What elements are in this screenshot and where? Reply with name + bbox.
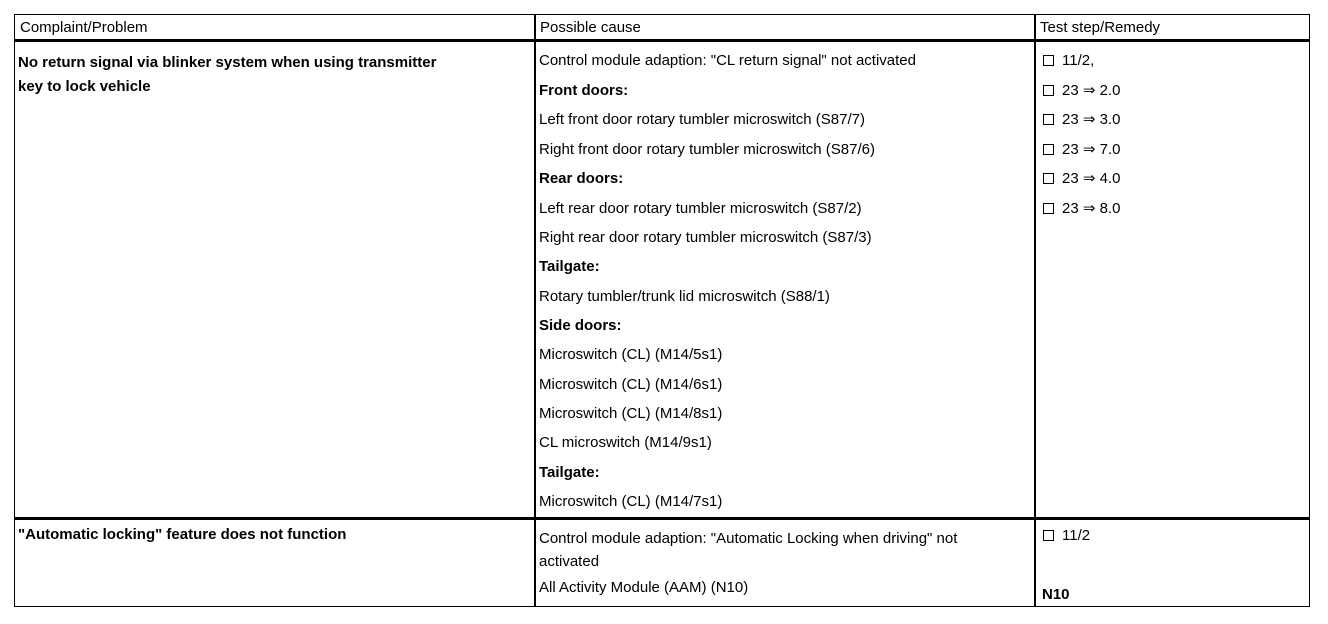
cause-item: Right front door rotary tumbler microswitch (S87/6) xyxy=(539,141,875,158)
cause-item: Microswitch (CL) (M14/7s1) xyxy=(539,493,723,510)
column-divider-2 xyxy=(1034,14,1036,607)
remedy-item xyxy=(1043,111,1120,128)
cause-item: Left rear door rotary tumbler microswitch (S87/2) xyxy=(539,200,862,217)
complaint-1: No return signal via blinker system when using transmitter key to lock vehicle xyxy=(18,54,437,95)
checkbox-icon xyxy=(1043,85,1054,96)
table-border-bottom xyxy=(14,606,1310,607)
cause-group-heading: Tailgate: xyxy=(539,464,600,481)
cause-group-heading: Side doors: xyxy=(539,317,622,334)
cause-group-heading: Tailgate: xyxy=(539,258,600,275)
causes-1 xyxy=(539,52,1029,512)
remedy-item xyxy=(1043,141,1120,158)
cause-item: CL microswitch (M14/9s1) xyxy=(539,434,712,451)
causes-2 xyxy=(539,527,1029,602)
cause-item: Right rear door rotary tumbler microswitch (S87/3) xyxy=(539,229,872,246)
table-border-right xyxy=(1309,14,1310,607)
cause-item: Control module adaption: "Automatic Locking when driving" not activated xyxy=(539,530,958,570)
cause-item: Microswitch (CL) (M14/8s1) xyxy=(539,405,723,422)
column-divider-1 xyxy=(534,14,536,607)
remedy-text: 11/2, xyxy=(1062,52,1095,69)
cause-item: Left front door rotary tumbler microswitch (S87/7) xyxy=(539,111,865,128)
remedy-item: N10 xyxy=(1042,586,1070,603)
remedy-item xyxy=(1043,527,1090,544)
remedy-text: 23 ⇒ 8.0 xyxy=(1062,200,1121,217)
remedy-text: 23 ⇒ 2.0 xyxy=(1062,82,1121,99)
checkbox-icon xyxy=(1043,203,1054,214)
cause-item: Control module adaption: "CL return signal" not activated xyxy=(539,52,916,69)
remedy-text: 11/2 xyxy=(1062,527,1091,544)
remedy-item xyxy=(1043,170,1120,187)
remedy-text: 23 ⇒ 7.0 xyxy=(1062,141,1121,158)
cause-group-heading: Front doors: xyxy=(539,82,629,99)
table-border-top xyxy=(14,14,1310,15)
checkbox-icon xyxy=(1043,114,1054,125)
header-remedy: Test step/Remedy xyxy=(1040,19,1161,36)
remedies-1 xyxy=(1043,52,1303,252)
header-cause: Possible cause xyxy=(540,19,641,36)
checkbox-icon xyxy=(1043,55,1054,66)
header-complaint: Complaint/Problem xyxy=(20,19,148,36)
remedies-2 xyxy=(1043,527,1303,605)
header-divider xyxy=(14,39,1310,42)
remedy-item xyxy=(1043,82,1120,99)
checkbox-icon xyxy=(1043,144,1054,155)
cause-item: Microswitch (CL) (M14/6s1) xyxy=(539,376,723,393)
remedy-text: 23 ⇒ 3.0 xyxy=(1062,111,1121,128)
checkbox-icon xyxy=(1043,530,1054,541)
cause-group-heading: Rear doors: xyxy=(539,170,624,187)
row-divider xyxy=(14,517,1310,520)
table-border-left xyxy=(14,14,15,607)
cause-item: All Activity Module (AAM) (N10) xyxy=(539,579,749,596)
remedy-item xyxy=(1043,52,1094,69)
checkbox-icon xyxy=(1043,173,1054,184)
complaint-2: "Automatic locking" feature does not function xyxy=(18,526,347,543)
cause-item: Rotary tumbler/trunk lid microswitch (S88/1) xyxy=(539,288,830,305)
cause-item: Microswitch (CL) (M14/5s1) xyxy=(539,346,723,363)
remedy-text: 23 ⇒ 4.0 xyxy=(1062,170,1121,187)
remedy-item xyxy=(1043,200,1120,217)
